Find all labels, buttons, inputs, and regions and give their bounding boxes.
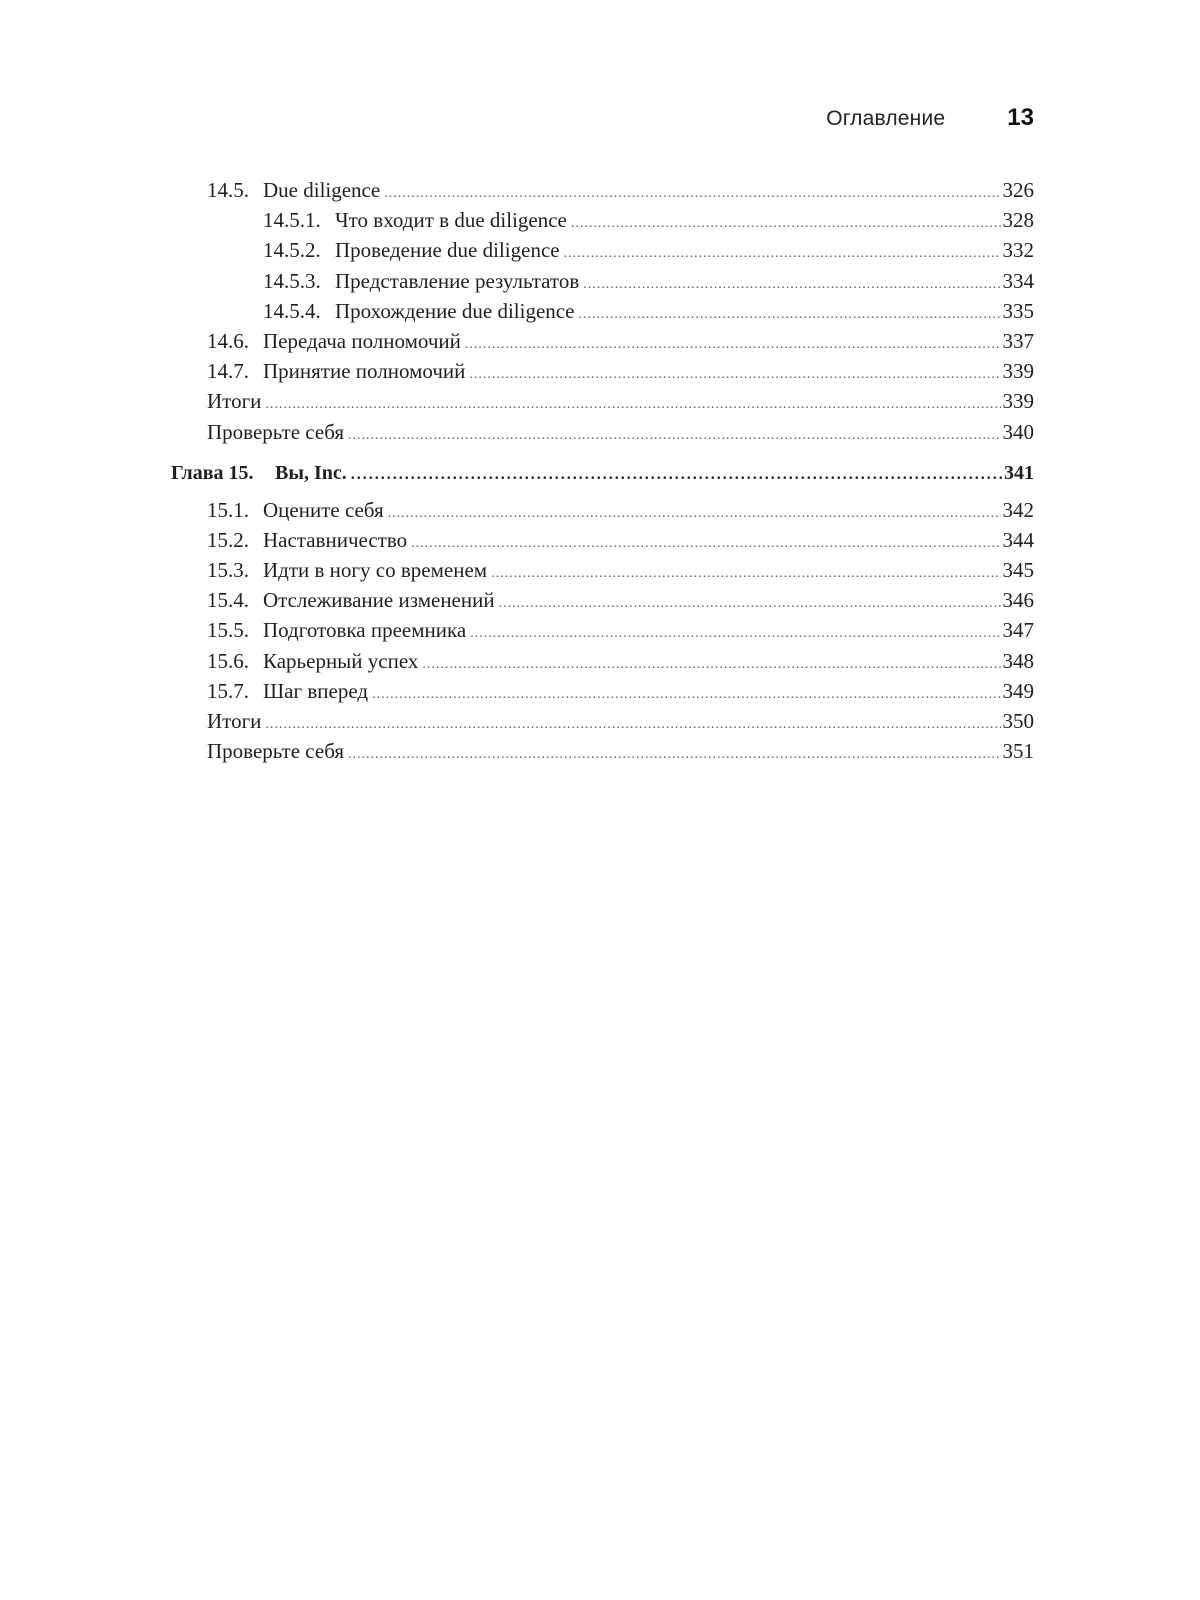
toc-entry[interactable] (171, 709, 1034, 739)
toc-entry[interactable] (171, 679, 1034, 709)
toc-entry[interactable] (171, 618, 1034, 648)
dot-leader (470, 626, 1000, 642)
toc-chapter-entry[interactable] (171, 462, 1034, 492)
toc-entry-number: 15.6. (207, 648, 249, 673)
toc-entry-title: Прохождение due diligence (335, 298, 575, 323)
dot-leader (265, 397, 1000, 413)
toc-entry-title: Итоги (207, 709, 262, 733)
toc-entry-title: Подготовка преемника (263, 618, 467, 643)
toc-entry-title: Наставничество (263, 527, 408, 552)
dot-leader (388, 506, 1001, 522)
toc-entry-number: 14.5.2. (263, 238, 321, 263)
dot-leader (564, 246, 1001, 262)
toc-entry[interactable] (171, 558, 1034, 588)
toc-entry-title: Итоги (207, 389, 262, 414)
toc-entry-number: 15.2. (207, 527, 249, 552)
running-head-title: Оглавление (826, 107, 946, 130)
toc-entry-title: Принятие полномочий (263, 359, 466, 384)
toc-entry-title: Передача полномочий (263, 328, 461, 353)
toc-entry-title: Проверьте себя (207, 419, 345, 444)
toc-entry-page: 337 (1002, 328, 1034, 353)
toc-entry-page: 349 (1002, 678, 1034, 703)
toc-entry-title: Представление результатов (335, 268, 580, 293)
toc-entry-number: 15.3. (207, 558, 249, 583)
toc-entry-title: Карьерный успех (263, 648, 419, 673)
toc-entry-number: Глава 15. (171, 461, 254, 484)
toc-entry-page: 334 (1002, 268, 1034, 293)
toc-entry[interactable] (171, 299, 1034, 329)
dot-leader (465, 337, 1001, 353)
toc-entry[interactable] (171, 329, 1034, 359)
toc-entry-page: 347 (1002, 618, 1034, 643)
toc-entry-page: 339 (1002, 359, 1034, 384)
toc-entry-number: 15.7. (207, 678, 249, 703)
table-of-contents (171, 178, 1034, 769)
toc-entry-number: 15.4. (207, 588, 249, 613)
running-head (826, 104, 1034, 132)
dot-leader (351, 466, 1002, 484)
toc-entry-title: Вы, Inc. (275, 461, 347, 484)
dot-leader (583, 277, 1000, 293)
toc-entry[interactable] (171, 208, 1034, 238)
dot-leader (422, 657, 1000, 673)
toc-entry-page: 351 (1002, 739, 1034, 764)
toc-entry-title: Оцените себя (263, 497, 384, 522)
toc-entry-page: 328 (1002, 208, 1034, 233)
toc-entry[interactable] (171, 588, 1034, 618)
toc-entry-page: 332 (1002, 238, 1034, 263)
toc-entry-number: 14.5. (207, 178, 249, 202)
toc-entry[interactable] (171, 739, 1034, 769)
dot-leader (411, 536, 1000, 552)
toc-entry-page: 346 (1002, 588, 1034, 613)
toc-entry-page: 342 (1002, 497, 1034, 522)
toc-entry-page: 350 (1002, 709, 1034, 733)
dot-leader (571, 216, 1001, 232)
toc-entry[interactable] (171, 238, 1034, 268)
toc-entry[interactable] (171, 178, 1034, 208)
toc-entry-title: Шаг вперед (263, 678, 369, 703)
toc-entry-page: 348 (1002, 648, 1034, 673)
dot-leader (372, 687, 1000, 703)
toc-entry-page: 341 (1004, 461, 1034, 484)
toc-entry[interactable] (171, 649, 1034, 679)
toc-entry-number: 15.5. (207, 618, 249, 643)
toc-entry-number: 14.6. (207, 328, 249, 353)
toc-entry[interactable] (171, 528, 1034, 558)
toc-entry-title: Проверьте себя (207, 739, 345, 764)
toc-entry-page: 344 (1002, 527, 1034, 552)
toc-entry-title: Идти в ногу со временем (263, 558, 488, 583)
toc-entry[interactable] (171, 389, 1034, 419)
page-number: 13 (1007, 104, 1034, 131)
toc-entry-page: 345 (1002, 558, 1034, 583)
dot-leader (469, 367, 1000, 383)
toc-entry-number: 15.1. (207, 497, 249, 522)
toc-entry-number: 14.7. (207, 359, 249, 384)
dot-leader (348, 428, 1000, 444)
toc-entry[interactable] (171, 498, 1034, 528)
toc-entry-page: 339 (1002, 389, 1034, 414)
toc-entry-page: 326 (1002, 178, 1034, 202)
dot-leader (578, 307, 1000, 323)
toc-entry-title: Что входит в due diligence (335, 208, 567, 233)
dot-leader (491, 566, 1000, 582)
toc-entry-title: Отслеживание изменений (263, 588, 495, 613)
dot-leader (499, 596, 1001, 612)
toc-entry-number: 14.5.4. (263, 298, 321, 323)
toc-entry-page: 335 (1002, 298, 1034, 323)
toc-entry-title: Due diligence (263, 178, 381, 202)
toc-entry-number: 14.5.3. (263, 268, 321, 293)
dot-leader (384, 186, 1000, 202)
toc-entry[interactable] (171, 420, 1034, 450)
toc-entry[interactable] (171, 269, 1034, 299)
toc-entry-page: 340 (1002, 419, 1034, 444)
toc-entry-title: Проведение due diligence (335, 238, 560, 263)
dot-leader (265, 717, 1000, 733)
toc-entry[interactable] (171, 359, 1034, 389)
toc-entry-number: 14.5.1. (263, 208, 321, 233)
dot-leader (348, 747, 1000, 763)
